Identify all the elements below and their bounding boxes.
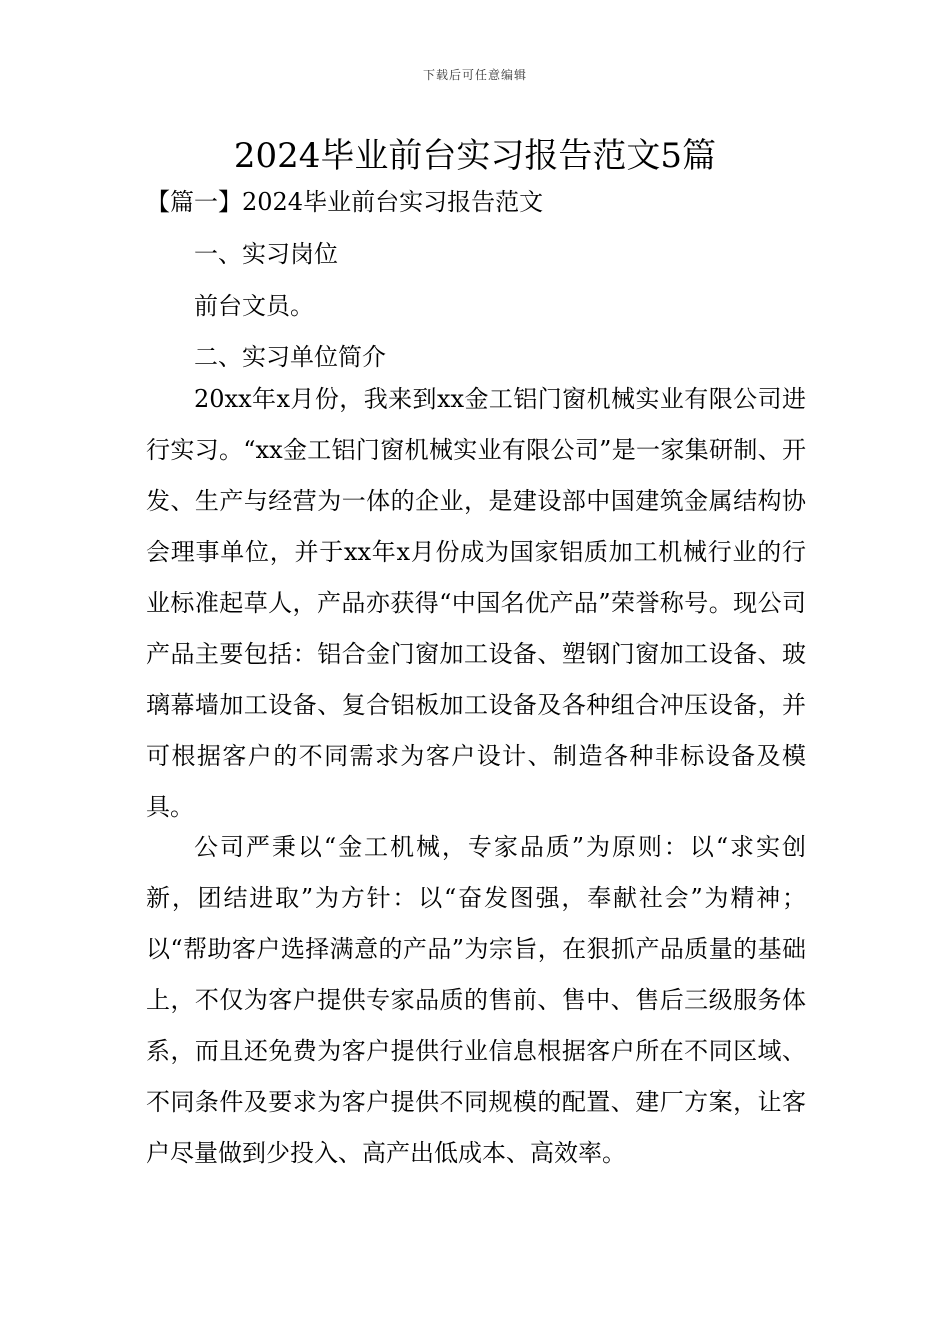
section-heading: 【篇一】2024毕业前台实习报告范文 (146, 188, 544, 216)
item1-heading: 一、实习岗位 (194, 240, 338, 268)
document-title: 2024毕业前台实习报告范文5篇 (233, 136, 717, 176)
item1-body: 前台文员。 (194, 292, 314, 320)
paragraph-company-intro: 20xx年x月份，我来到xx金工铝门窗机械实业有限公司进行实习。“xx金工铝门窗机械实业有限公司”是一家集研制、开发、生产与经营为一体的企业，是建设部中国建筑金属结构协会理事单位，并于xx年x月份成为国家铝质加工机械行业的行业标准起草人，产品亦获得“中国名优产品”荣誉称号。现公司产品主要包括：铝合金门窗加工设备、塑钢门窗加工设备、玻璃幕墙加工设备、复合铝板加工设备及各种组合冲压设备，并可根据客户的不同需求为客户设计、制造各种非标设备及模具。 (146, 385, 806, 821)
item2-heading: 二、实习单位简介 (194, 343, 386, 371)
paragraph-company-principles: 公司严秉以“金工机械，专家品质”为原则：以“求实创新，团结进取”为方针：以“奋发图强，奉献社会”为精神；以“帮助客户选择满意的产品”为宗旨，在狠抓产品质量的基础上，不仅为客户提供专家品质的售前、售中、售后三级服务体系，而且还免费为客户提供行业信息根据客户所在不同区域、不同条件及要求为客户提供不同规模的配置、建厂方案，让客户尽量做到少投入、高产出低成本、高效率。 (146, 833, 806, 1167)
header-note: 下载后可任意编辑 (422, 68, 527, 82)
